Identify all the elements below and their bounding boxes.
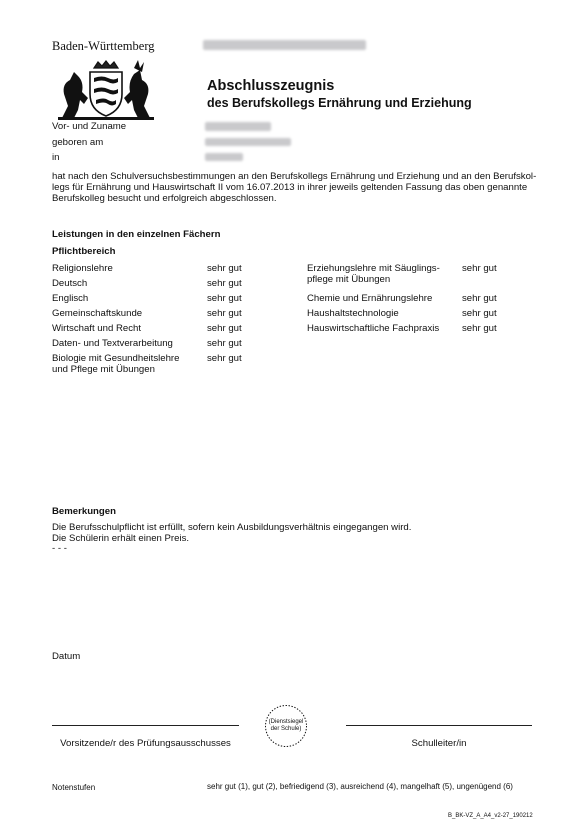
remarks-line: - - - [52, 543, 67, 554]
seal-caption-line: der Schule) [270, 726, 302, 732]
birth-date-label: geboren am [52, 137, 104, 148]
subject-label: Englisch [52, 293, 89, 304]
intro-line: Berufskolleg besucht und erfolgreich abgeschlossen. [52, 193, 277, 204]
redacted-birth-place [205, 153, 243, 161]
date-label: Datum [52, 651, 81, 662]
grade-value: sehr gut [207, 278, 242, 289]
chair-label: Vorsitzende/r des Prüfungsausschusses [60, 738, 231, 749]
grade-value: sehr gut [207, 308, 242, 319]
seal-caption [264, 719, 308, 733]
birth-place-label: in [52, 152, 60, 163]
subject-label: Daten- und Textverarbeitung [52, 338, 173, 349]
document-title: Abschlusszeugnis [207, 78, 335, 94]
intro-line: legs für Ernährung und Hauswirtschaft II vom 16.07.2013 in ihrer jeweils geltenden Fassung das oben genannte [52, 182, 528, 193]
seal-caption-line: (Dienstsiegel [268, 719, 304, 725]
remarks-heading: Bemerkungen [52, 506, 116, 517]
grade-value: sehr gut [462, 323, 497, 334]
redacted-school-name [203, 40, 366, 50]
grade-value: sehr gut [207, 353, 242, 364]
subject-label: Wirtschaft und Recht [52, 323, 142, 334]
grades-heading: Leistungen in den einzelnen Fächern [52, 229, 221, 240]
state-name: Baden-Württemberg [52, 39, 155, 53]
grade-value: sehr gut [207, 338, 242, 349]
chair-signature-line [52, 725, 239, 726]
subject-label-continued: und Pflege mit Übungen [52, 364, 155, 375]
subject-label-continued: pflege mit Übungen [307, 274, 391, 285]
subject-label: Hauswirtschaftliche Fachpraxis [307, 323, 440, 334]
subject-label: Deutsch [52, 278, 88, 289]
remarks-line: Die Berufsschulpflicht ist erfüllt, sofern kein Ausbildungsverhältnis eingegangen wird. [52, 522, 412, 533]
subject-label: Gemeinschaftskunde [52, 308, 143, 319]
subject-label: Religionslehre [52, 263, 113, 274]
mandatory-heading: Pflichtbereich [52, 246, 116, 257]
grade-value: sehr gut [462, 308, 497, 319]
subject-label: Chemie und Ernährungslehre [307, 293, 433, 304]
grade-value: sehr gut [207, 293, 242, 304]
name-label: Vor- und Zuname [52, 121, 127, 132]
coat-of-arms-icon [54, 58, 158, 120]
grade-value: sehr gut [462, 263, 497, 274]
grade-scale-label: Notenstufen [52, 783, 96, 792]
subject-label: Haushaltstechnologie [307, 308, 399, 319]
grade-scale-text: sehr gut (1), gut (2), befriedigend (3), ausreichend (4), mangelhaft (5), ungenügend (6) [207, 782, 513, 791]
intro-line: hat nach den Schulversuchsbestimmungen an den Berufskollegs Ernährung und Erziehung und an den Berufskol- [52, 171, 537, 182]
document-subtitle: des Berufskollegs Ernährung und Erziehung [207, 96, 472, 110]
grade-value: sehr gut [207, 263, 242, 274]
grade-value: sehr gut [207, 323, 242, 334]
remarks-line: Die Schülerin erhält einen Preis. [52, 533, 190, 544]
subject-label: Biologie mit Gesundheitslehre [52, 353, 180, 364]
principal-label: Schulleiter/in [411, 738, 467, 749]
grade-value: sehr gut [462, 293, 497, 304]
form-code: B_BK-VZ_A_A4_v2-27_190212 [448, 813, 533, 819]
principal-signature-line [346, 725, 532, 726]
intro-paragraph [52, 171, 552, 204]
subject-label: Erziehungslehre mit Säuglings- [307, 263, 440, 274]
redacted-birth-date [205, 138, 291, 146]
redacted-name [205, 122, 271, 131]
